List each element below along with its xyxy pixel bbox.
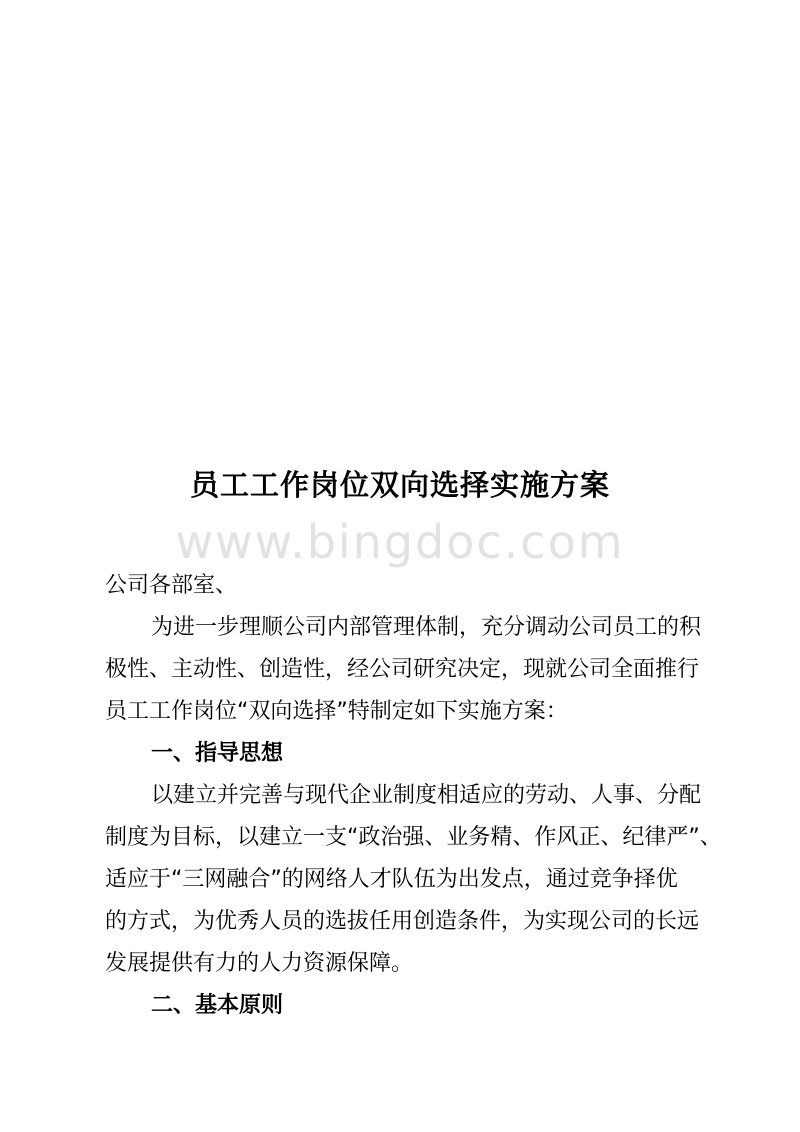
paragraph-line: 以建立并完善与现代企业制度相适应的劳动、人事、分配: [151, 783, 702, 808]
paragraph-line: 的方式，为优秀人员的选拔任用创造条件，为实现公司的长远: [105, 909, 700, 934]
paragraph-line: 制度为目标，以建立一支“政治强、业务精、作风正、纪律严”、: [105, 825, 722, 850]
paragraph-line: 极性、主动性、创造性，经公司研究决定，现就公司全面推行: [105, 657, 700, 682]
section-heading-2: 二、基本原则: [151, 993, 284, 1018]
watermark-text: www.bingdoc.com: [175, 515, 625, 569]
document-title: 员工工作岗位双向选择实施方案: [189, 468, 610, 502]
paragraph-line: 员工工作岗位“双向选择”特制定如下实施方案：: [105, 699, 568, 724]
paragraph-line: 发展提供有力的人力资源保障。: [105, 951, 414, 976]
paragraph-line: 为进一步理顺公司内部管理体制，充分调动公司员工的积: [151, 615, 702, 640]
document-body: [105, 565, 745, 1027]
section-heading-1: 一、指导思想: [151, 741, 284, 766]
salutation-line: 公司各部室、: [105, 573, 238, 598]
paragraph-line: 适应于“三网融合”的网络人才队伍为出发点，通过竞争择优: [105, 867, 678, 892]
